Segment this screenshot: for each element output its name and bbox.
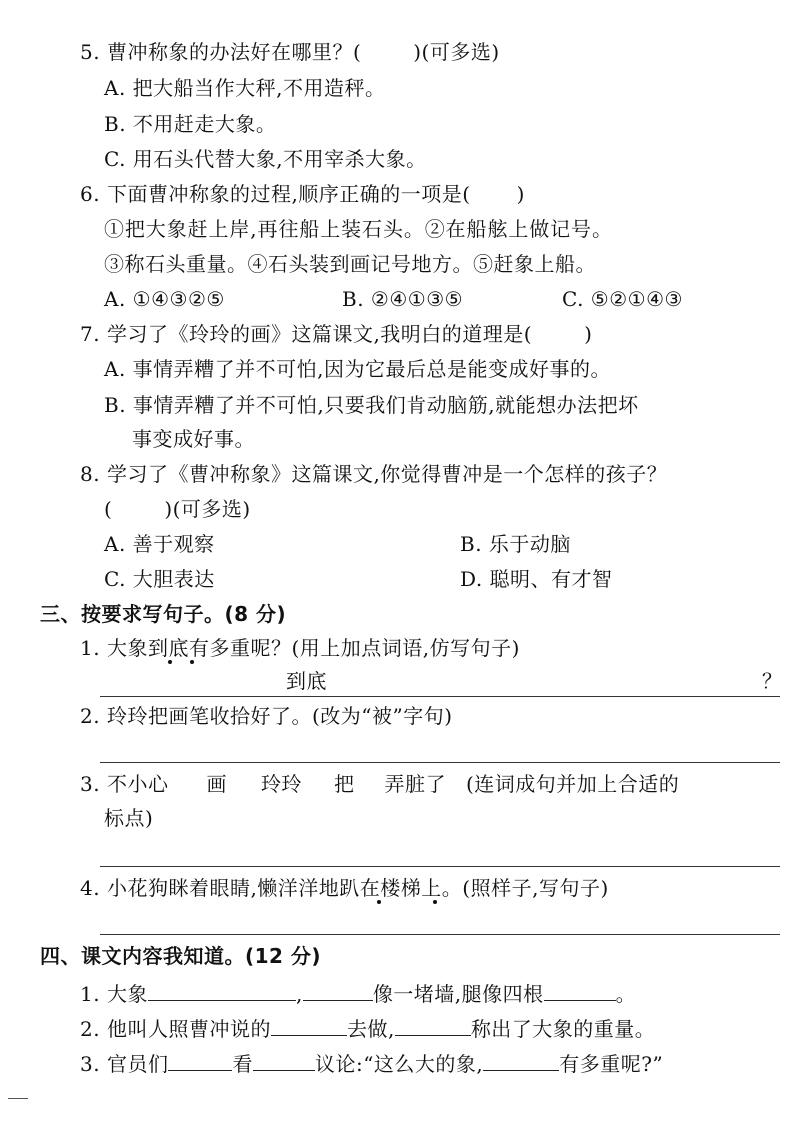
s4-q2 <box>80 1015 655 1043</box>
s4-q2-text-c: 称出了大象的重量。 <box>470 1017 656 1041</box>
q6-stem <box>80 180 525 208</box>
s4-q1-blank-2[interactable] <box>303 980 373 1001</box>
s3-q3-answer-line[interactable] <box>100 866 780 867</box>
section-3-title: 三、按要求写句子。(8 分) <box>40 602 287 626</box>
emphasis-dot <box>433 900 437 904</box>
q8-paren: ( <box>104 497 113 521</box>
s4-q1-blank-3[interactable] <box>544 980 616 1001</box>
s4-q1-text-c: 像一堵墙,腿像四根 <box>372 982 544 1006</box>
s3-q3-num: 3. 不小心 <box>80 772 169 796</box>
q6-option-a: A. ①④③②⑤ <box>104 287 225 311</box>
s4-q2-text-a: 2. 他叫人照曹冲说的 <box>80 1017 271 1041</box>
q6-steps-line2: ③称石头重量。④石头装到画记号地方。⑤赶象上船。 <box>104 252 596 276</box>
s4-q2-blank-2[interactable] <box>395 1015 471 1036</box>
s4-q3 <box>80 1050 663 1078</box>
s3-q1-end-mark: ？ <box>762 669 783 693</box>
q5-option-b: B. 不用赶走大象。 <box>104 112 277 136</box>
s3-q3-line1 <box>80 770 679 798</box>
q7-option-a: A. 事情弄糟了并不可怕,因为它最后总是能变成好事的。 <box>104 357 612 381</box>
s3-q3-instruction: (连词成句并加上合适的 <box>465 772 680 796</box>
s3-q1: 1. 大象到底有多重呢？(用上加点词语,仿写句子) <box>80 636 520 660</box>
s4-q3-text-c: 议论:“这么大的象, <box>314 1052 484 1076</box>
s3-q3-word-1: 画 <box>206 772 227 796</box>
s4-q2-blank-1[interactable] <box>271 1015 347 1036</box>
q7-option-b-line2: 事变成好事。 <box>132 427 255 451</box>
q5-stem-tail: )(可多选) <box>413 40 500 64</box>
s4-q2-text-b: 去做, <box>346 1017 395 1041</box>
emphasis-dot <box>168 660 172 664</box>
q6-stem-text: 6. 下面曹冲称象的过程,顺序正确的一项是( <box>80 182 471 206</box>
s4-q3-text-a: 3. 官员们 <box>80 1052 169 1076</box>
s4-q3-blank-3[interactable] <box>483 1050 559 1071</box>
q8-stem-line2 <box>104 495 251 523</box>
q8-stem: 8. 学习了《曹冲称象》这篇课文,你觉得曹冲是一个怎样的孩子？ <box>80 462 668 486</box>
q8-stem-tail: )(可多选) <box>164 497 251 521</box>
s4-q3-blank-1[interactable] <box>168 1050 232 1071</box>
q7-stem-text: 7. 学习了《玲玲的画》这篇课文,我明白的道理是( <box>80 322 533 346</box>
q5-stem <box>80 38 500 66</box>
s3-q2-answer-line[interactable] <box>100 762 780 763</box>
q7-option-b-line1: B. 事情弄糟了并不可怕,只要我们肯动脑筋,就能想办法把坏 <box>104 393 639 417</box>
q8-option-b: B. 乐于动脑 <box>460 532 571 556</box>
s3-q4-answer-line[interactable] <box>100 934 780 935</box>
s3-q3-line2: 标点) <box>104 806 154 830</box>
s3-q1-given-word: 到底 <box>286 669 327 693</box>
s3-q2: 2. 玲玲把画笔收拾好了。(改为“被”字句) <box>80 704 453 728</box>
q5-option-c: C. 用石头代替大象,不用宰杀大象。 <box>104 147 427 171</box>
s4-q1-blank-1[interactable] <box>148 980 296 1001</box>
q6-option-b: B. ②④①③⑤ <box>342 287 464 311</box>
q5-option-a: A. 把大船当作大秤,不用造秤。 <box>104 76 386 100</box>
q6-steps-line1: ①把大象赶上岸,再往船上装石头。②在船舷上做记号。 <box>104 217 613 241</box>
s4-q1-text-b: , <box>295 982 303 1006</box>
s3-q3-word-2: 玲玲 <box>260 772 302 796</box>
s4-q3-blank-2[interactable] <box>253 1050 315 1071</box>
s3-q1-answer-line[interactable] <box>100 696 780 697</box>
q6-option-c: C. ⑤②①④③ <box>562 287 683 311</box>
s3-q4: 4. 小花狗眯着眼睛,懒洋洋地趴在楼梯上。(照样子,写句子) <box>80 876 609 900</box>
q8-option-d: D. 聪明、有才智 <box>460 567 613 591</box>
q7-stem <box>80 320 592 348</box>
s4-q1-text-d: 。 <box>615 982 637 1006</box>
s4-q1 <box>80 980 636 1008</box>
q8-option-a: A. 善于观察 <box>104 532 215 556</box>
page-corner-mark <box>8 1098 28 1099</box>
s4-q3-text-b: 看 <box>232 1052 253 1076</box>
emphasis-dot <box>377 900 381 904</box>
section-4-title: 四、课文内容我知道。(12 分) <box>40 944 322 968</box>
q7-stem-tail: ) <box>584 322 593 346</box>
s3-q3-word-3: 把 <box>333 772 355 796</box>
q5-stem-text: 5. 曹冲称象的办法好在哪里？( <box>80 40 362 64</box>
emphasis-dot <box>190 660 194 664</box>
q8-option-c: C. 大胆表达 <box>104 567 215 591</box>
q6-stem-tail: ) <box>516 182 525 206</box>
s3-q3-word-4: 弄脏了 <box>384 772 446 796</box>
s4-q3-text-d: 有多重呢?” <box>559 1052 664 1076</box>
s4-q1-text-a: 1. 大象 <box>80 982 148 1006</box>
